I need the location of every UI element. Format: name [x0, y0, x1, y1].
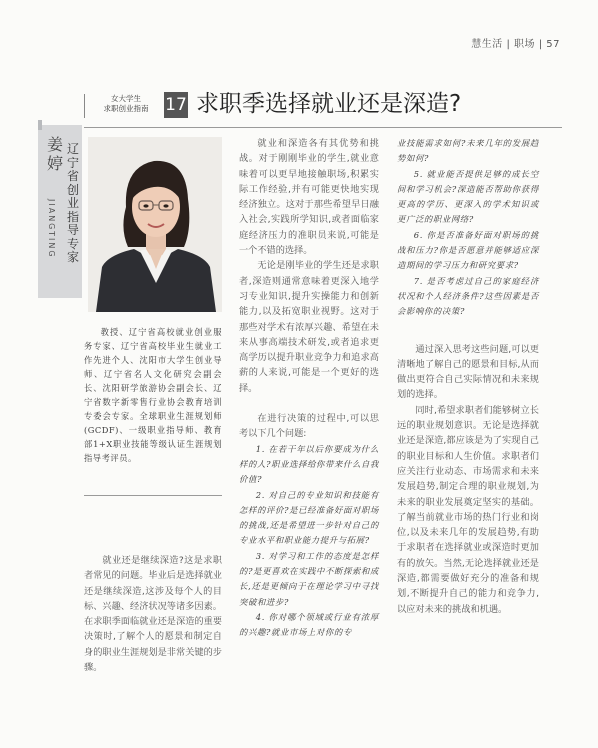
- column-2: [239, 136, 379, 641]
- column-3: [397, 136, 539, 617]
- question-item: 业技能需求如何?未来几年的发展趋势如何?: [397, 138, 539, 164]
- running-head: [471, 35, 560, 50]
- question-item: 5. 就业能否提供足够的成长空间和学习机会?深造能否帮助你获得更高的学历、更深入的学术知识或更广泛的职业网络?: [397, 168, 539, 225]
- title-divider: [84, 127, 562, 128]
- question-item: 4. 你对哪个领域或行业有浓厚的兴趣?就业市场上对你的专: [239, 611, 379, 638]
- subsection-label: 职场: [514, 39, 536, 50]
- page-number: 57: [546, 39, 560, 50]
- paragraph: 通过深入思考这些问题,可以更清晰地了解自己的愿景和目标,从而做出更符合自己实际情况和未来规划的选择。: [397, 343, 539, 401]
- divider: |: [538, 39, 547, 50]
- portrait-image: [88, 137, 222, 312]
- paragraph: 无论是刚毕业的学生还是求职者,深造则通常意味着更深入地学习专业知识,提升实操能力和创新能力,以及拓宽职业视野。这对于那些对学术有浓厚兴趣、希望在未来从事高端技术研发,或者追求更高学历以提升职业竞争力和追求高薪的人来说,可能是一个更好的选择。: [239, 260, 379, 394]
- article-headline: 求职季选择就业还是深造?: [196, 91, 462, 117]
- author-name: [44, 135, 66, 173]
- paragraph: 同时,希望求职者们能够树立长远的职业规划意识。无论是选择就业还是深造,都应该是为了实现自己的职业目标和人生价值。求职者们应关注行业动态、市场需求和未来发展趋势,制定合理的职业规划,为未来的职业发展奠定坚实的基础。了解当前就业市场的热门行业和岗位,以及未来几年的发展趋势,有助于求职者在选择就业或深造时更加有的放矢。当然,无论选择就业还是深造,都需要做好充分的准备和规划,不断提升自己的能力和竞争力,以应对未来的挑战和机遇。: [397, 404, 539, 615]
- section-label: 慧生活: [471, 39, 503, 50]
- paragraph: 就业还是继续深造?这是求职者常见的问题。毕业后是选择就业还是继续深造,这涉及每个人的目标、兴趣、经济状况等诸多因素。在求职季面临就业还是深造的重要决策时,了解个人的愿景和制定自身的职业生涯规划是非常关键的步骤。: [84, 555, 222, 674]
- question-item: 6. 你是否准备好面对职场的挑战和压力?你是否愿意并能够适应深造期间的学习压力和研究要求?: [397, 229, 539, 271]
- series-line1: 女大学生: [111, 94, 141, 103]
- series-label: [84, 94, 162, 118]
- paragraph: 就业和深造各有其优势和挑战。对于刚刚毕业的学生,就业意味着可以更早地接触职场,积累实际工作经验,并有可能更快地实现经济独立。这对于那些希望早日融入社会,实践所学知识,或者面临家庭经济压力的准职员来说,可能是一个不错的选择。: [239, 138, 379, 257]
- series-line2: 求职创业指南: [103, 104, 149, 113]
- question-item: 7. 是否考虑过自己的家庭经济状况和个人经济条件?这些因素是否会影响你的决策?: [397, 275, 539, 317]
- author-name-line2: 婷: [46, 154, 63, 173]
- question-item: 2. 对自己的专业知识和技能有怎样的评价?是已经准备好面对职场的挑战,还是希望进一步针对自己的专业水平和职业能力提升与拓展?: [239, 489, 379, 546]
- author-bio: 教授、辽宁省高校就业创业服务专家、辽宁省高校毕业生就业工作先进个人、沈阳市大学生创业导师、辽宁省名人文化研究会副会长、沈阳研学旅游协会副会长、辽宁省数字新零售行业协会教育培训专委会专家。全球职业生涯规划师(GCDF)、一级职业指导师、教育部1+X职业技能等级认证生涯规划指导考评员。: [84, 327, 222, 463]
- title-row: [80, 88, 550, 122]
- question-item: 3. 对学习和工作的态度是怎样的?是更喜欢在实践中不断探索和成长,还是更倾向于在理论学习中寻找突破和进步?: [239, 550, 379, 607]
- author-name-line1: 姜: [46, 135, 63, 154]
- paragraph: 在进行决策的过程中,可以思考以下几个问题:: [239, 413, 379, 440]
- series-number: 17: [164, 92, 188, 118]
- author-role: 辽宁省创业指导专家: [66, 142, 79, 264]
- bio-divider: [84, 495, 222, 496]
- question-item: 1. 在若干年以后你要成为什么样的人?职业选择给你带来什么自我价值?: [239, 443, 379, 485]
- column-1: [84, 553, 222, 675]
- banner-accent: [38, 120, 42, 130]
- divider: |: [506, 39, 515, 50]
- author-pinyin: JIANGTING: [47, 199, 56, 259]
- author-portrait: [88, 137, 222, 312]
